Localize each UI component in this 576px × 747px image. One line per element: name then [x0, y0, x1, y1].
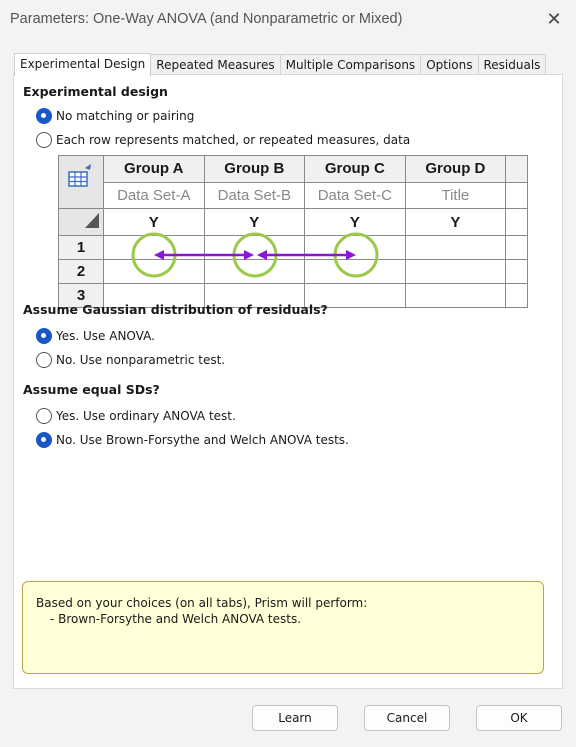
data-sheet-illustration: [58, 155, 528, 304]
tab-bar: [14, 53, 545, 75]
radio-button[interactable]: [36, 352, 52, 368]
group-header: Group C: [305, 156, 406, 183]
tab-multiple-comparisons[interactable]: Multiple Comparisons: [280, 54, 422, 75]
radio-brown-forsythe-welch[interactable]: [36, 432, 349, 448]
group-header: Group B: [204, 156, 305, 183]
row-number: 3: [59, 284, 104, 308]
y-label: Y: [405, 209, 506, 236]
radio-label: No matching or pairing: [56, 109, 195, 123]
group-header: Group D: [405, 156, 506, 183]
radio-ordinary-anova[interactable]: [36, 408, 236, 424]
y-label: Y: [204, 209, 305, 236]
row-number: 1: [59, 236, 104, 260]
radio-use-anova[interactable]: [36, 328, 155, 344]
radio-button[interactable]: [36, 408, 52, 424]
dataset-label: Data Set-A: [104, 182, 205, 209]
radio-label: Yes. Use ordinary ANOVA test.: [56, 409, 236, 423]
arrow-head-left: [154, 250, 164, 260]
gaussian-heading: Assume Gaussian distribution of residuals?: [23, 302, 328, 317]
arrow-head-left: [257, 250, 267, 260]
tab-options[interactable]: Options: [420, 54, 478, 75]
arrow-head-right: [244, 250, 254, 260]
learn-button[interactable]: Learn: [252, 705, 338, 731]
ok-button[interactable]: OK: [476, 705, 562, 731]
tab-experimental-design[interactable]: Experimental Design: [14, 53, 151, 76]
window-title: Parameters: One-Way ANOVA (and Nonparametric or Mixed): [10, 11, 403, 27]
y-label: Y: [104, 209, 205, 236]
title-bar: [0, 0, 576, 40]
cancel-button[interactable]: Cancel: [364, 705, 450, 731]
radio-matched-rows[interactable]: [36, 132, 410, 148]
tab-panel: [13, 74, 563, 689]
radio-nonparametric[interactable]: [36, 352, 225, 368]
tab-repeated-measures[interactable]: Repeated Measures: [150, 54, 280, 75]
experimental-design-heading: Experimental design: [23, 84, 168, 99]
row-number: 2: [59, 260, 104, 284]
radio-label: No. Use Brown-Forsythe and Welch ANOVA tests.: [56, 433, 349, 447]
radio-button[interactable]: [36, 132, 52, 148]
radio-button[interactable]: [36, 328, 52, 344]
tab-residuals[interactable]: Residuals: [478, 54, 547, 75]
y-label: Y: [305, 209, 406, 236]
radio-button[interactable]: [36, 108, 52, 124]
group-header: Group A: [104, 156, 205, 183]
radio-button[interactable]: [36, 432, 52, 448]
radio-label: No. Use nonparametric test.: [56, 353, 226, 367]
comparison-overlay: [58, 155, 528, 293]
dataset-label: Data Set-B: [204, 182, 305, 209]
dataset-label: Data Set-C: [305, 182, 406, 209]
analysis-summary-box: [22, 581, 544, 674]
summary-line: Based on your choices (on all tabs), Prism will perform:: [36, 596, 368, 610]
radio-label: Yes. Use ANOVA.: [56, 329, 155, 343]
dataset-label: Title: [405, 182, 506, 209]
summary-line: - Brown-Forsythe and Welch ANOVA tests.: [50, 612, 302, 626]
close-icon[interactable]: ✕: [546, 8, 562, 30]
radio-label: Each row represents matched, or repeated measures, data: [56, 133, 411, 147]
equal-sd-heading: Assume equal SDs?: [23, 382, 160, 397]
arrow-head-right: [346, 250, 356, 260]
radio-no-matching[interactable]: [36, 108, 194, 124]
